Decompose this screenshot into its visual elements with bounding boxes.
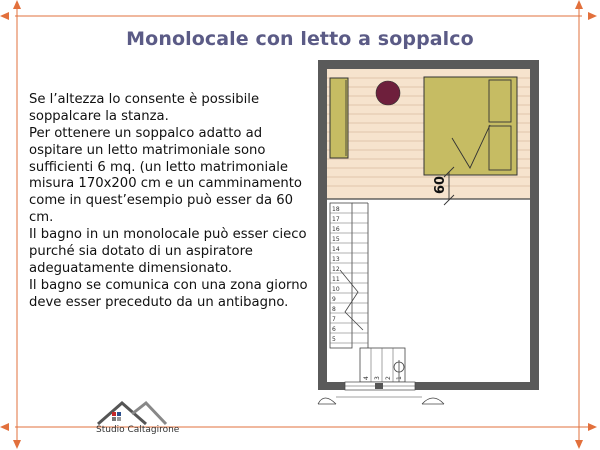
dimension-label: 60 — [433, 175, 448, 194]
stair-step-number: 3 — [374, 376, 381, 380]
logo-window-gray1 — [112, 417, 116, 421]
paragraph: Il bagno se comunica con una zona giorno deve esser preceduto da un antibagno. — [29, 277, 308, 310]
stair-step-number: 12 — [332, 266, 340, 273]
logo-roof-back — [132, 403, 166, 424]
stair-step-number: 11 — [332, 276, 340, 283]
stair-step-number: 9 — [332, 296, 336, 303]
stair-step-number: 13 — [332, 256, 340, 263]
stair-step-number: 10 — [332, 286, 340, 293]
pillow-top — [489, 80, 511, 122]
stair-step-number: 4 — [363, 376, 370, 380]
stair-step-number: 1 — [396, 376, 403, 380]
stair-step-number: 7 — [332, 316, 336, 323]
logo-window-red — [112, 412, 116, 416]
paragraph: Il bagno in un monolocale può esser cieco purché sia dotato di un aspiratore adeguatamente dimensionato. — [29, 227, 307, 276]
description-text — [29, 92, 314, 312]
paragraph: Se l’altezza lo consente è possibile soppalcare la stanza. — [29, 92, 260, 124]
stair-step-number: 18 — [332, 206, 340, 213]
stair-step-number: 5 — [332, 336, 336, 343]
stair-step-number: 2 — [385, 376, 392, 380]
stair-step-number: 6 — [332, 326, 336, 333]
page-title: Monolocale con letto a soppalco — [126, 28, 474, 50]
stair-step-number: 17 — [332, 216, 340, 223]
floor-plan — [318, 60, 539, 404]
door-swing-right — [422, 398, 444, 404]
stair-step-number: 16 — [332, 226, 340, 233]
door-swing-left — [318, 398, 336, 404]
stair-step-number: 8 — [332, 306, 336, 313]
pillow-bottom — [489, 126, 511, 170]
paragraph: Per ottenere un soppalco adatto ad ospitare un letto matrimoniale sono sufficienti 6 mq. (un letto matrimoniale misura 170x200 cm e un camminamento come in quest’esempio può esser da 60 cm. — [29, 125, 302, 226]
logo-caption: Studio Caltagirone — [96, 425, 180, 435]
logo-window-gray2 — [117, 417, 121, 421]
round-table — [376, 81, 400, 105]
logo-window-blue — [117, 412, 121, 416]
wardrobe — [330, 78, 348, 158]
studio-logo — [98, 403, 166, 424]
stair-step-number: 15 — [332, 236, 340, 243]
logo-roof-front — [98, 403, 146, 424]
stair-step-number: 14 — [332, 246, 340, 253]
